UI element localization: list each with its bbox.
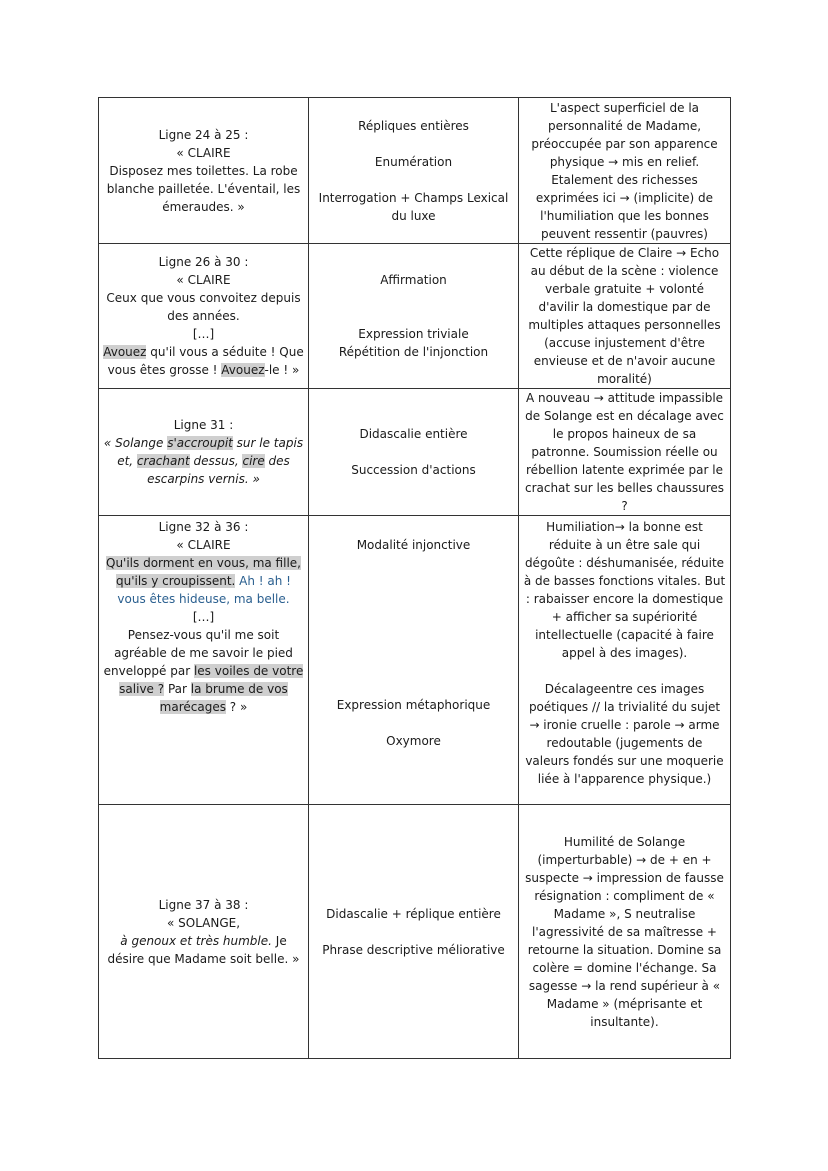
devices-cell: [309, 805, 519, 1059]
highlight: la brume de vos marécages: [159, 682, 288, 714]
speaker: « CLAIRE: [176, 145, 231, 160]
quote-fragment: Pensez-vous qu'il me soit agréable de me savoir le pied enveloppé par: [103, 628, 293, 678]
quote-cell: [99, 98, 309, 244]
devices-cell: [309, 98, 519, 244]
device: Répliques entières: [358, 118, 469, 133]
devices-cell: [309, 389, 519, 516]
quote-cell: [99, 516, 309, 805]
line-ref: Ligne 24 à 25 :: [158, 127, 249, 142]
ellipsis: […]: [192, 327, 215, 341]
quote-text: Ceux que vous convoitez depuis des années.: [106, 291, 301, 323]
line-ref: Ligne 31 :: [173, 418, 234, 432]
analysis-cell: [519, 389, 731, 516]
line-ref: Ligne 37 à 38 :: [158, 897, 249, 912]
device: Oxymore: [386, 734, 441, 748]
quote-text: [103, 932, 304, 968]
table-row: [99, 389, 731, 516]
table-row: [99, 98, 731, 244]
quote-text: [103, 343, 304, 379]
highlight: cire: [242, 454, 265, 468]
speaker: « CLAIRE: [176, 273, 231, 287]
analysis-table: [98, 97, 731, 1059]
devices-cell: [309, 516, 519, 805]
quote-fragment: dessus,: [189, 454, 243, 468]
line-ref: Ligne 32 à 36 :: [158, 520, 249, 534]
analysis-cell: [519, 805, 731, 1059]
analysis-text: Humilité de Solange (imperturbable) → de + en + suspecte → impression de fausse résignation : compliment de « Madame », S neutralise l'agressivité de sa maîtresse + retourne la situation. Domine sa colère = domine l'échange. Sa sagesse → la rend supérieur à « Madame » (méprisante et insultante).: [525, 834, 724, 1029]
device: Affirmation: [380, 273, 447, 287]
table-row: [99, 244, 731, 389]
stage-direction: [103, 434, 304, 488]
quote-cell: [99, 389, 309, 516]
analysis-text: Décalageentre ces images poétiques // la trivialité du sujet → ironie cruelle : parole → arme redoutable (jugements de valeurs fondés sur une moquerie liée à l'apparence physique.): [525, 682, 724, 786]
quote-fragment-blue: Ah ! ah ! vous êtes hideuse, ma belle.: [117, 574, 291, 606]
line-ref: Ligne 26 à 30 :: [158, 255, 249, 269]
quote-fragment: ? »: [225, 700, 248, 714]
table-row: [99, 805, 731, 1059]
stage-direction: à genoux et très humble.: [120, 933, 272, 948]
speaker: « CLAIRE: [176, 538, 231, 552]
ellipsis: […]: [192, 610, 215, 624]
quote-fragment: sur le tapis et,: [117, 436, 304, 468]
highlight: Avouez: [103, 345, 147, 359]
quote-fragment: qu'il vous a séduite ! Que vous êtes grosse !: [107, 345, 304, 377]
analysis-text: A nouveau → attitude impassible de Solange est en décalage avec le propos haineux de sa patronne. Soumission réelle ou rébellion latente exprimée par le crachat sur les belles chaussures ?: [524, 391, 725, 513]
device: Répétition de l'injonction: [338, 345, 489, 359]
device: Didascalie entière: [359, 427, 468, 441]
device: Didascalie + réplique entière: [326, 906, 501, 921]
quote-fragment: -le ! »: [264, 363, 300, 377]
analysis-cell: [519, 244, 731, 389]
analysis-cell: [519, 516, 731, 805]
device: Expression métaphorique: [336, 698, 491, 712]
device: Phrase descriptive méliorative: [322, 942, 505, 957]
speaker: « SOLANGE,: [166, 915, 241, 930]
quote-fragment: Par: [164, 682, 191, 696]
device: Enumération: [374, 154, 453, 169]
highlight: les voiles de votre salive ?: [119, 664, 304, 696]
analysis-text: Humiliation→ la bonne est réduite à un être sale qui dégoûte : déshumanisée, réduite à de basses fonctions vitales. But : rabaisser encore la domestique + afficher sa supériorité intellectuelle (capacité à faire appel à des images).: [523, 520, 726, 660]
highlight: s'accroupit: [167, 436, 233, 450]
quote-fragment: Je désire que Madame soit belle. »: [107, 933, 300, 966]
device: Modalité injonctive: [356, 538, 471, 552]
highlight: crachant: [136, 454, 190, 468]
analysis-text: L'aspect superficiel de la personnalité de Madame, préoccupée par son apparence physique → mis en relief. Etalement des richesses exprimées ici → (implicite) de l'humiliation que les bonnes peuvent ressentir (pauvres): [531, 100, 718, 241]
devices-cell: [309, 244, 519, 389]
quote-fragment: des escarpins vernis. »: [147, 454, 290, 486]
quote-text: [103, 626, 304, 716]
highlight: Qu'ils dorment en vous, ma fille, qu'ils y croupissent.: [106, 556, 301, 588]
table-row: [99, 516, 731, 805]
highlight: Avouez: [221, 363, 265, 377]
quote-cell: [99, 244, 309, 389]
analysis-cell: [519, 98, 731, 244]
device: Succession d'actions: [351, 463, 476, 477]
quote-fragment: « Solange: [103, 436, 168, 450]
quote-cell: [99, 805, 309, 1059]
quote-text: [103, 554, 304, 608]
device: Expression triviale: [358, 327, 469, 341]
analysis-text: Cette réplique de Claire → Echo au début de la scène : violence verbale gratuite + volonté d'avilir la domestique par de multiples attaques personnelles (accuse injustement d'être envieuse et de n'avoir aucune moralité): [528, 246, 721, 386]
quote-text: Disposez mes toilettes. La robe blanche pailletée. L'éventail, les émeraudes. »: [106, 163, 301, 214]
device: Interrogation + Champs Lexical du luxe: [318, 190, 509, 223]
